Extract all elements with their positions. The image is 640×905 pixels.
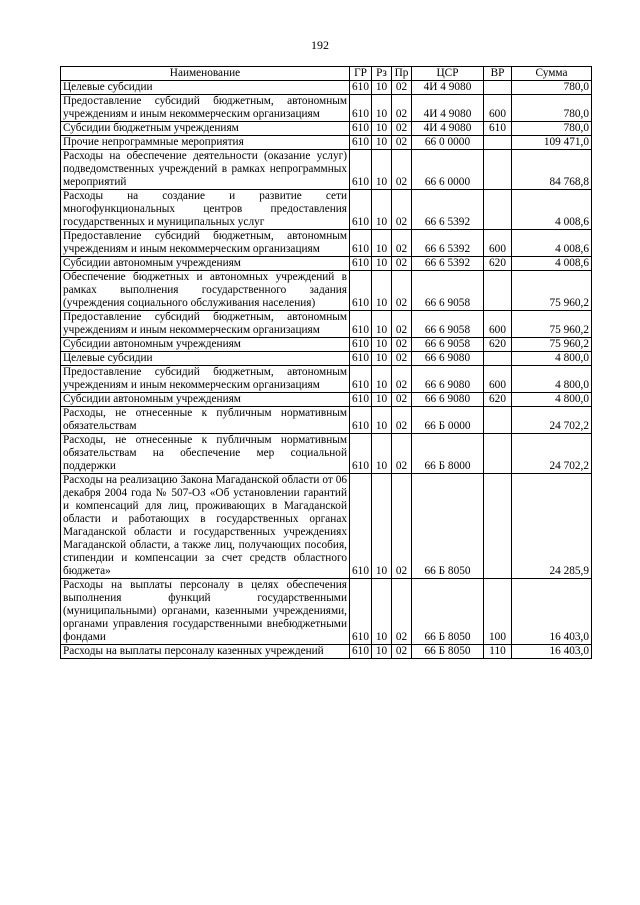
cell-gr: 610 <box>350 579 372 645</box>
table-row <box>61 122 592 136</box>
cell-rz: 10 <box>372 393 392 407</box>
cell-pr: 02 <box>392 122 412 136</box>
cell-sum: 780,0 <box>512 122 592 136</box>
cell-name: Целевые субсидии <box>61 81 350 95</box>
cell-pr: 02 <box>392 434 412 474</box>
cell-rz: 10 <box>372 434 392 474</box>
cell-name: Субсидии автономным учреждениям <box>61 257 350 271</box>
cell-vr: 600 <box>484 95 512 122</box>
cell-sum: 4 800,0 <box>512 393 592 407</box>
table-row <box>61 257 592 271</box>
cell-rz: 10 <box>372 257 392 271</box>
table-row <box>61 393 592 407</box>
cell-rz: 10 <box>372 311 392 338</box>
cell-gr: 610 <box>350 150 372 190</box>
table-row <box>61 81 592 95</box>
table-row <box>61 190 592 230</box>
cell-name: Субсидии бюджетным учреждениям <box>61 122 350 136</box>
table-row <box>61 230 592 257</box>
cell-rz: 10 <box>372 230 392 257</box>
cell-gr: 610 <box>350 474 372 579</box>
cell-gr: 610 <box>350 81 372 95</box>
cell-pr: 02 <box>392 579 412 645</box>
table-row <box>61 579 592 645</box>
cell-csr: 66 Б 8050 <box>412 645 484 659</box>
cell-name: Расходы на реализацию Закона Магаданской области от 06 декабря 2004 года № 507-ОЗ «Об установлении гарантий и компенсаций для лиц, проживающих в Магаданской области и работающих в государственных органах Магаданской области и государственных учреждениях Магаданской области, а также лиц, получающих пособия, стипендии и компенсации за счет средств областного бюджета» <box>61 474 350 579</box>
cell-vr <box>484 352 512 366</box>
cell-pr: 02 <box>392 645 412 659</box>
cell-sum: 4 008,6 <box>512 190 592 230</box>
cell-name: Целевые субсидии <box>61 352 350 366</box>
cell-sum: 780,0 <box>512 81 592 95</box>
cell-rz: 10 <box>372 81 392 95</box>
table-row <box>61 338 592 352</box>
cell-csr: 66 6 5392 <box>412 190 484 230</box>
cell-gr: 610 <box>350 393 372 407</box>
cell-vr <box>484 434 512 474</box>
cell-sum: 4 800,0 <box>512 366 592 393</box>
table-header-row <box>61 67 592 81</box>
cell-pr: 02 <box>392 366 412 393</box>
cell-csr: 66 Б 8000 <box>412 434 484 474</box>
cell-sum: 75 960,2 <box>512 311 592 338</box>
cell-pr: 02 <box>392 474 412 579</box>
cell-name: Расходы, не отнесенные к публичным нормативным обязательствам на обеспечение мер социальной поддержки <box>61 434 350 474</box>
cell-pr: 02 <box>392 230 412 257</box>
cell-pr: 02 <box>392 271 412 311</box>
cell-vr: 620 <box>484 338 512 352</box>
cell-gr: 610 <box>350 230 372 257</box>
table-body <box>61 81 592 659</box>
cell-rz: 10 <box>372 338 392 352</box>
cell-gr: 610 <box>350 338 372 352</box>
cell-csr: 66 6 9080 <box>412 352 484 366</box>
cell-gr: 610 <box>350 271 372 311</box>
cell-gr: 610 <box>350 645 372 659</box>
cell-sum: 4 008,6 <box>512 257 592 271</box>
cell-vr: 600 <box>484 230 512 257</box>
cell-gr: 610 <box>350 366 372 393</box>
cell-rz: 10 <box>372 190 392 230</box>
cell-csr: 66 6 5392 <box>412 257 484 271</box>
cell-name: Субсидии автономным учреждениям <box>61 338 350 352</box>
cell-pr: 02 <box>392 338 412 352</box>
cell-sum: 16 403,0 <box>512 645 592 659</box>
cell-rz: 10 <box>372 136 392 150</box>
cell-name: Расходы на обеспечение деятельности (оказание услуг) подведомственных учреждений в рамках непрограммных мероприятий <box>61 150 350 190</box>
cell-vr: 110 <box>484 645 512 659</box>
cell-rz: 10 <box>372 579 392 645</box>
cell-vr: 610 <box>484 122 512 136</box>
cell-csr: 66 Б 0000 <box>412 407 484 434</box>
cell-pr: 02 <box>392 190 412 230</box>
cell-vr: 620 <box>484 393 512 407</box>
cell-sum: 16 403,0 <box>512 579 592 645</box>
table-row <box>61 271 592 311</box>
cell-gr: 610 <box>350 257 372 271</box>
cell-sum: 4 008,6 <box>512 230 592 257</box>
cell-pr: 02 <box>392 81 412 95</box>
cell-vr <box>484 150 512 190</box>
table-row <box>61 366 592 393</box>
header-vr: ВР <box>484 67 512 81</box>
cell-csr: 4И 4 9080 <box>412 81 484 95</box>
cell-name: Расходы на выплаты персоналу казенных учреждений <box>61 645 350 659</box>
cell-csr: 66 Б 8050 <box>412 474 484 579</box>
table-row <box>61 95 592 122</box>
cell-name: Предоставление субсидий бюджетным, автономным учреждениям и иным некоммерческим организациям <box>61 311 350 338</box>
cell-csr: 66 6 0000 <box>412 150 484 190</box>
table-row <box>61 136 592 150</box>
cell-sum: 24 285,9 <box>512 474 592 579</box>
cell-csr: 66 6 9080 <box>412 366 484 393</box>
cell-pr: 02 <box>392 311 412 338</box>
header-sum: Сумма <box>512 67 592 81</box>
table-row <box>61 311 592 338</box>
cell-gr: 610 <box>350 136 372 150</box>
cell-csr: 66 6 9058 <box>412 311 484 338</box>
cell-csr: 66 0 0000 <box>412 136 484 150</box>
table-row <box>61 434 592 474</box>
cell-sum: 4 800,0 <box>512 352 592 366</box>
page-number: 192 <box>311 38 329 52</box>
cell-rz: 10 <box>372 95 392 122</box>
cell-vr: 600 <box>484 311 512 338</box>
cell-pr: 02 <box>392 393 412 407</box>
cell-rz: 10 <box>372 150 392 190</box>
cell-vr: 100 <box>484 579 512 645</box>
table-row <box>61 352 592 366</box>
header-csr: ЦСР <box>412 67 484 81</box>
cell-sum: 75 960,2 <box>512 338 592 352</box>
cell-vr: 620 <box>484 257 512 271</box>
cell-pr: 02 <box>392 150 412 190</box>
cell-name: Прочие непрограммные мероприятия <box>61 136 350 150</box>
cell-name: Предоставление субсидий бюджетным, автономным учреждениям и иным некоммерческим организациям <box>61 95 350 122</box>
cell-rz: 10 <box>372 352 392 366</box>
cell-gr: 610 <box>350 407 372 434</box>
cell-sum: 24 702,2 <box>512 407 592 434</box>
cell-csr: 4И 4 9080 <box>412 95 484 122</box>
cell-gr: 610 <box>350 352 372 366</box>
cell-csr: 66 6 5392 <box>412 230 484 257</box>
cell-sum: 109 471,0 <box>512 136 592 150</box>
cell-csr: 4И 4 9080 <box>412 122 484 136</box>
table-row <box>61 474 592 579</box>
cell-rz: 10 <box>372 122 392 136</box>
cell-vr: 600 <box>484 366 512 393</box>
cell-rz: 10 <box>372 407 392 434</box>
cell-csr: 66 6 9058 <box>412 338 484 352</box>
cell-pr: 02 <box>392 352 412 366</box>
header-pr: Пр <box>392 67 412 81</box>
cell-sum: 780,0 <box>512 95 592 122</box>
table-row <box>61 645 592 659</box>
cell-vr <box>484 474 512 579</box>
cell-gr: 610 <box>350 95 372 122</box>
cell-vr <box>484 190 512 230</box>
header-gr: ГР <box>350 67 372 81</box>
cell-pr: 02 <box>392 257 412 271</box>
cell-name: Обеспечение бюджетных и автономных учреждений в рамках выполнения государственного задания (учреждения социального обслуживания населения) <box>61 271 350 311</box>
table-row <box>61 150 592 190</box>
cell-sum: 84 768,8 <box>512 150 592 190</box>
cell-name: Расходы на выплаты персоналу в целях обеспечения выполнения функций государственными (муниципальными) органами, казенными учреждениями, органами управления государственными внебюджетными фондами <box>61 579 350 645</box>
cell-pr: 02 <box>392 407 412 434</box>
cell-sum: 24 702,2 <box>512 434 592 474</box>
header-rz: Рз <box>372 67 392 81</box>
cell-pr: 02 <box>392 95 412 122</box>
cell-rz: 10 <box>372 474 392 579</box>
cell-gr: 610 <box>350 434 372 474</box>
cell-name: Предоставление субсидий бюджетным, автономным учреждениям и иным некоммерческим организациям <box>61 230 350 257</box>
cell-gr: 610 <box>350 122 372 136</box>
cell-vr <box>484 81 512 95</box>
cell-name: Субсидии автономным учреждениям <box>61 393 350 407</box>
cell-csr: 66 6 9058 <box>412 271 484 311</box>
cell-csr: 66 6 9080 <box>412 393 484 407</box>
cell-name: Расходы, не отнесенные к публичным нормативным обязательствам <box>61 407 350 434</box>
cell-vr <box>484 271 512 311</box>
budget-table <box>60 66 592 659</box>
cell-rz: 10 <box>372 271 392 311</box>
cell-vr <box>484 407 512 434</box>
cell-name: Расходы на создание и развитие сети многофункциональных центров предоставления государственных и муниципальных услуг <box>61 190 350 230</box>
cell-csr: 66 Б 8050 <box>412 579 484 645</box>
cell-pr: 02 <box>392 136 412 150</box>
table-row <box>61 407 592 434</box>
cell-gr: 610 <box>350 311 372 338</box>
cell-sum: 75 960,2 <box>512 271 592 311</box>
cell-vr <box>484 136 512 150</box>
cell-name: Предоставление субсидий бюджетным, автономным учреждениям и иным некоммерческим организациям <box>61 366 350 393</box>
cell-gr: 610 <box>350 190 372 230</box>
cell-rz: 10 <box>372 366 392 393</box>
header-name: Наименование <box>61 67 350 81</box>
cell-rz: 10 <box>372 645 392 659</box>
